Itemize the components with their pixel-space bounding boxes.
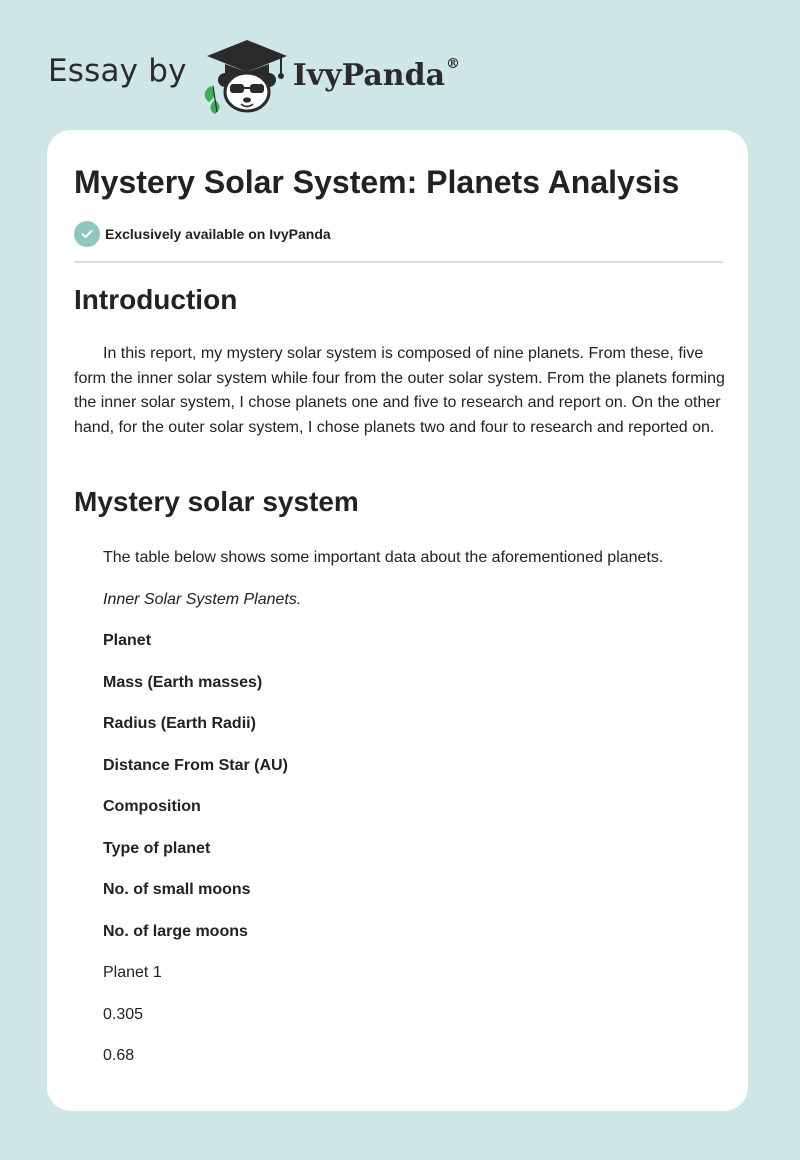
table-cell: 0.305	[103, 1006, 144, 1023]
table-intro-text: The table below shows some important data about the aforementioned planets.	[103, 549, 664, 566]
column-header-radius: Radius (Earth Radii)	[103, 715, 256, 732]
panda-logo-icon	[201, 34, 289, 114]
table-cell: 0.68	[103, 1047, 135, 1064]
check-circle-icon	[74, 221, 100, 247]
title-divider	[74, 261, 723, 263]
table-caption: Inner Solar System Planets.	[103, 591, 302, 608]
column-header-large-moons: No. of large moons	[103, 923, 248, 940]
column-header-planet: Planet	[103, 632, 152, 649]
column-header-small-moons: No. of small moons	[103, 881, 251, 898]
exclusive-badge-text: Exclusively available on IvyPanda	[105, 226, 331, 242]
column-header-mass: Mass (Earth masses)	[103, 674, 263, 691]
column-header-distance: Distance From Star (AU)	[103, 757, 288, 774]
essay-by-label: Essay by	[48, 53, 187, 89]
column-header-composition: Composition	[103, 798, 201, 815]
site-header	[48, 34, 460, 114]
exclusive-badge	[74, 221, 331, 247]
column-header-type: Type of planet	[103, 840, 211, 857]
introduction-paragraph: In this report, my mystery solar system is composed of nine planets. From these, five form the inner solar system while four from the outer solar system. From the planets forming the inner solar system, I chose planets one and five to research and report on. On the other hand, for the outer solar system, I chose planets two and four to research and reported on.	[74, 345, 725, 437]
table-cell: Planet 1	[103, 964, 162, 981]
page-title: Mystery Solar System: Planets Analysis	[74, 164, 680, 200]
article-card	[47, 130, 748, 1111]
section-heading-mystery-solar-system: Mystery solar system	[74, 486, 359, 517]
section-heading-introduction: Introduction	[74, 284, 238, 315]
brand-name[interactable]: IvyPanda®	[292, 55, 461, 93]
